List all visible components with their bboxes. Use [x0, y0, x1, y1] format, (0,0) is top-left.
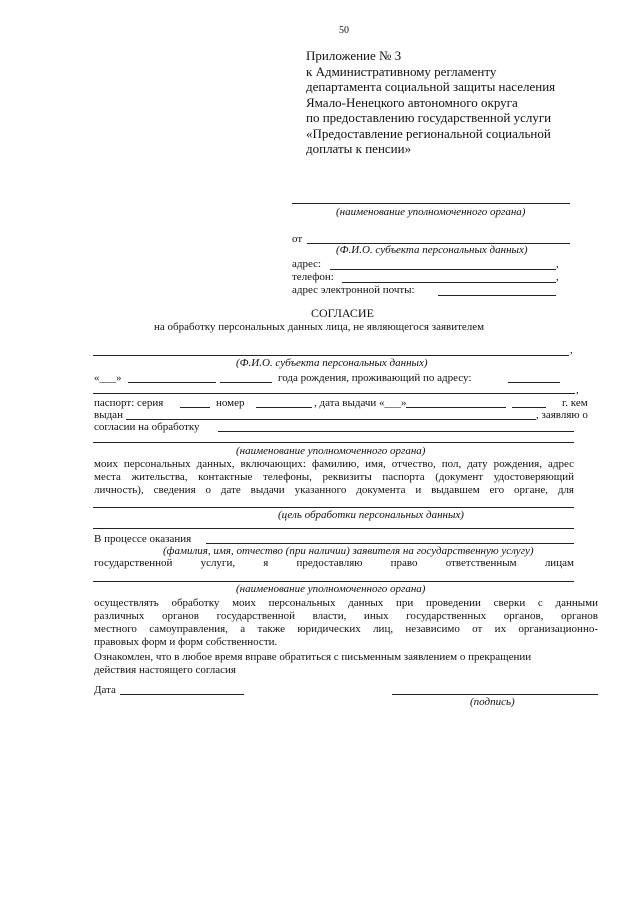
paragraph-line: моих персональных данных, включающих: фамилию, имя, отчество, пол, дату рождения, адрес [94, 458, 574, 470]
service-word: лицам [544, 557, 574, 569]
service-line [94, 557, 574, 569]
appendix-line: Приложение № 3 [306, 48, 402, 63]
declare-text: , заявляю о [536, 409, 588, 421]
page-number: 50 [339, 25, 349, 36]
appendix-line: «Предоставление региональной социальной [306, 125, 551, 141]
birth-day-quote: «___» [94, 372, 122, 384]
residence-line-start[interactable] [508, 382, 560, 383]
issue-date-label: , дата выдачи «___» [314, 397, 407, 409]
issued-label: выдан [94, 409, 123, 421]
paragraph-line: Ознакомлен, что в любое время вправе обратиться с письменным заявлением о прекращении [94, 651, 532, 663]
purpose-line-2[interactable] [93, 528, 574, 529]
fio-line[interactable] [93, 355, 569, 356]
issued-by-line[interactable] [126, 419, 536, 420]
residence-line[interactable] [93, 393, 575, 394]
appendix-line: по предоставлению государственной услуги [306, 110, 552, 125]
applicant-line[interactable] [206, 543, 574, 544]
phone-comma: , [556, 271, 559, 283]
email-line[interactable] [438, 295, 556, 296]
authority-caption: (наименование уполномоченного органа) [336, 206, 526, 218]
process-label: В процессе оказания [94, 533, 192, 545]
paragraph-line: различных органов государственной власти, иных государственных органов, органов [94, 610, 598, 622]
processing-paragraph [94, 597, 598, 649]
paragraph-line: местного самоуправления, а также юридических лиц, независимо от их организационно- [94, 623, 598, 635]
purpose-line[interactable] [93, 507, 574, 508]
paragraph-line: места жительства, контактные телефоны, реквизиты паспорта (документ удостоверяющий [94, 471, 574, 483]
address-line[interactable] [330, 269, 556, 270]
date-line[interactable] [120, 694, 244, 695]
paragraph-line: осуществлять обработку моих персональных данных при проведении сверки с данными [94, 597, 598, 609]
document-title: СОГЛАСИЕ [311, 306, 374, 320]
birth-text: года рождения, проживающий по адресу: [278, 372, 472, 384]
phone-label: телефон: [292, 271, 334, 283]
appendix-line: доплаты к пенсии» [306, 141, 412, 156]
fio-caption: (Ф.И.О. субъекта персональных данных) [236, 357, 428, 369]
consent-label: согласии на обработку [94, 421, 200, 433]
service-word: право [390, 557, 418, 569]
phone-line[interactable] [342, 282, 556, 283]
year-suffix: г. кем [562, 397, 588, 409]
authority-line[interactable] [292, 203, 570, 204]
fio-comma: , [570, 344, 573, 356]
personal-data-paragraph [94, 458, 574, 497]
service-word: государственной [94, 557, 173, 569]
appendix-line: к Административному регламенту [306, 63, 497, 79]
date-label: Дата [94, 684, 116, 696]
email-label: адрес электронной почты: [292, 284, 415, 296]
from-label: от [292, 233, 303, 245]
service-word: ответственным [445, 557, 517, 569]
document-subtitle: на обработку персональных данных лица, не являющегося заявителем [154, 321, 485, 333]
consent-authority-line-2[interactable] [93, 442, 574, 443]
paragraph-line: правовых форм и форм собственности. [94, 636, 278, 648]
authority-caption-2: (наименование уполномоченного органа) [236, 445, 426, 457]
passport-number-label: номер [216, 397, 245, 409]
authority-caption-3: (наименование уполномоченного органа) [236, 583, 426, 595]
consent-authority-line[interactable] [218, 431, 574, 432]
signature-line[interactable] [392, 694, 598, 695]
passport-series-line[interactable] [180, 407, 210, 408]
paragraph-line: личность), сведения о дате выдачи указанного документа и выдавшем его органе, для [94, 484, 574, 496]
appendix-line: Ямало-Ненецкого автономного округа [306, 94, 518, 110]
acknowledgement-paragraph [94, 651, 531, 677]
responsible-authority-line[interactable] [93, 581, 574, 582]
birth-year-line[interactable] [220, 382, 272, 383]
residence-comma: , [576, 384, 579, 396]
service-word: предоставляю [296, 557, 363, 569]
birth-month-line[interactable] [128, 382, 216, 383]
passport-series-label: паспорт: серия [94, 397, 164, 409]
service-word: услуги, [200, 557, 236, 569]
service-word: я [263, 557, 269, 569]
issue-year-line[interactable] [512, 407, 546, 408]
purpose-caption: (цель обработки персональных данных) [278, 509, 464, 521]
subject-caption: (Ф.И.О. субъекта персональных данных) [336, 244, 528, 256]
appendix-block [306, 48, 555, 157]
address-comma: , [556, 258, 559, 270]
issue-month-line[interactable] [406, 407, 506, 408]
signature-caption: (подпись) [470, 696, 515, 708]
applicant-caption: (фамилия, имя, отчество (при наличии) заявителя на государственную услугу) [163, 545, 534, 557]
passport-number-line[interactable] [256, 407, 312, 408]
paragraph-line: действия настоящего согласия [94, 664, 236, 676]
appendix-line: департамента социальной защиты населения [306, 79, 556, 94]
address-label: адрес: [292, 258, 322, 270]
